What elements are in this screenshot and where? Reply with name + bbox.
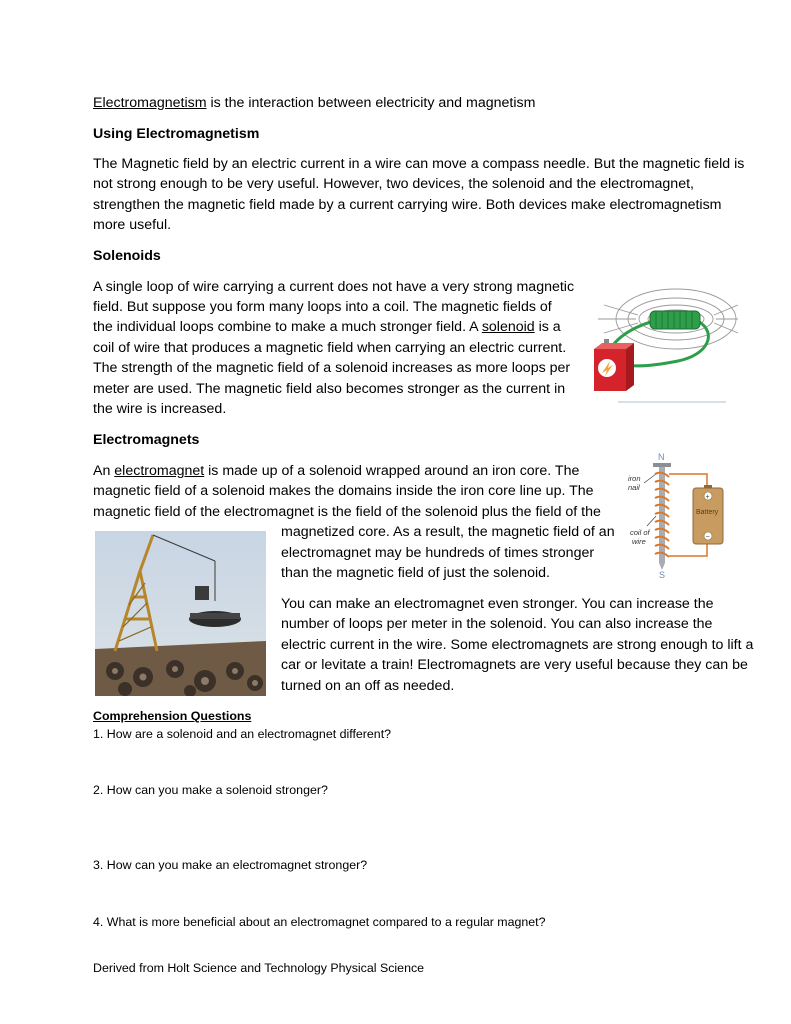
solenoids-line-6: meter are used. The magnetic field also becomes stronger as the current in [93,381,566,397]
solenoids-line-3-pre: the individual loops combine to make a much stronger field. A [93,319,482,335]
electromagnet-diagram [620,450,735,582]
electromagnets-line-5: electromagnet may be hundreds of times stronger [281,545,595,561]
electromagnets-line-2: magnetic field of a solenoid makes the domains inside the iron core line up. The [93,483,594,499]
south-label: S [659,570,666,580]
coil-label-1: coil of [630,528,650,537]
electromagnets-p2-line-2: number of loops per meter in the solenoid. You can also increase the [281,616,713,632]
electromagnets-line-1-post: is made up of a solenoid wrapped around an iron core. The [204,463,580,479]
using-line-3: strengthen the magnetic field made by a current carrying wire. Both devices make electromagnetism [93,197,722,213]
electromagnets-heading: Electromagnets [93,432,200,448]
minus-sign: − [705,534,710,541]
electromagnets-line-6: than the magnetic field of just the solenoid. [281,565,550,581]
plus-sign: + [705,494,710,501]
solenoids-line-7: the wire is increased. [93,401,227,417]
battery-side [626,343,634,391]
solenoids-line-1: A single loop of wire carrying a current does not have a very strong magnetic [93,279,575,295]
nail-pointer [644,474,656,483]
pulley-block [195,586,209,600]
question-3: 3. How can you make an electromagnet stronger? [93,858,368,872]
using-line-4: more useful. [93,217,172,233]
using-line-1: The Magnetic field by an electric current in a wire can move a compass needle. But the magnetic field is [93,156,745,172]
solenoids-heading: Solenoids [93,248,161,264]
electromagnets-line-1-pre: An [93,463,115,479]
battery-label: Battery [696,509,719,516]
electromagnet-term: electromagnet [114,463,205,479]
electromagnets-p2-line-1: You can make an electromagnet even stronger. You can increase the [281,596,714,612]
solenoids-line-2: field. But suppose you form many loops into a coil. The magnetic fields of [93,299,552,315]
intro-sentence [93,93,535,114]
electromagnets-p2-line-3: electric current in the wire. Some electromagnets are strong enough to lift a [281,637,754,653]
intro-text: is the interaction between electricity and magnetism [206,95,536,111]
wire-top [669,474,707,488]
question-2: 2. How can you make a solenoid stronger? [93,783,328,797]
magnet-rim [190,613,240,619]
nail-head [653,463,671,467]
electromagnets-p2-line-5: turned on an off as needed. [281,678,455,694]
electromagnetism-term: Electromagnetism [93,95,207,111]
electromagnets-line-4: magnetized core. As a result, the magnetic field of an [281,524,615,540]
north-label: N [658,452,665,462]
coil-label-2: wire [632,537,646,546]
footer-credit: Derived from Holt Science and Technology Physical Science [93,961,425,975]
solenoid-term: solenoid [481,319,535,335]
wire-bottom [669,544,707,556]
crane-photo [95,531,266,696]
electromagnets-line-3: magnetic field of the electromagnet is the field of the solenoid plus the field of the [93,504,601,520]
iron-nail-label-1: iron [628,474,641,483]
solenoids-line-5: The strength of the magnetic field of a solenoid increases as more loops per [93,360,571,376]
battery-cap [704,485,712,488]
electromagnets-p2-line-4: car or levitate a train! Electromagnets are very useful because they can be [281,657,748,673]
solenoid-coil [650,311,700,329]
solenoids-line-3 [93,317,561,338]
questions-heading: Comprehension Questions [93,709,252,723]
solenoids-line-4: coil of wire that produces a magnetic field when carrying an electric current. [93,340,567,356]
question-4: 4. What is more beneficial about an electromagnet compared to a regular magnet? [93,915,546,929]
using-line-2: not strong enough to be very useful. However, two devices, the solenoid and the electromagnet, [93,176,694,192]
nail-tip [659,563,665,570]
using-heading: Using Electromagnetism [93,126,260,142]
iron-nail-label-2: nail [628,483,640,492]
battery-terminal [604,339,609,344]
question-1: 1. How are a solenoid and an electromagnet different? [93,727,392,741]
solenoid-figure [588,275,738,410]
electromagnets-line-1 [93,461,579,482]
solenoids-line-3-post: is a [534,319,561,335]
figure-caption-blur [618,401,726,403]
coil-pointer [647,516,656,526]
